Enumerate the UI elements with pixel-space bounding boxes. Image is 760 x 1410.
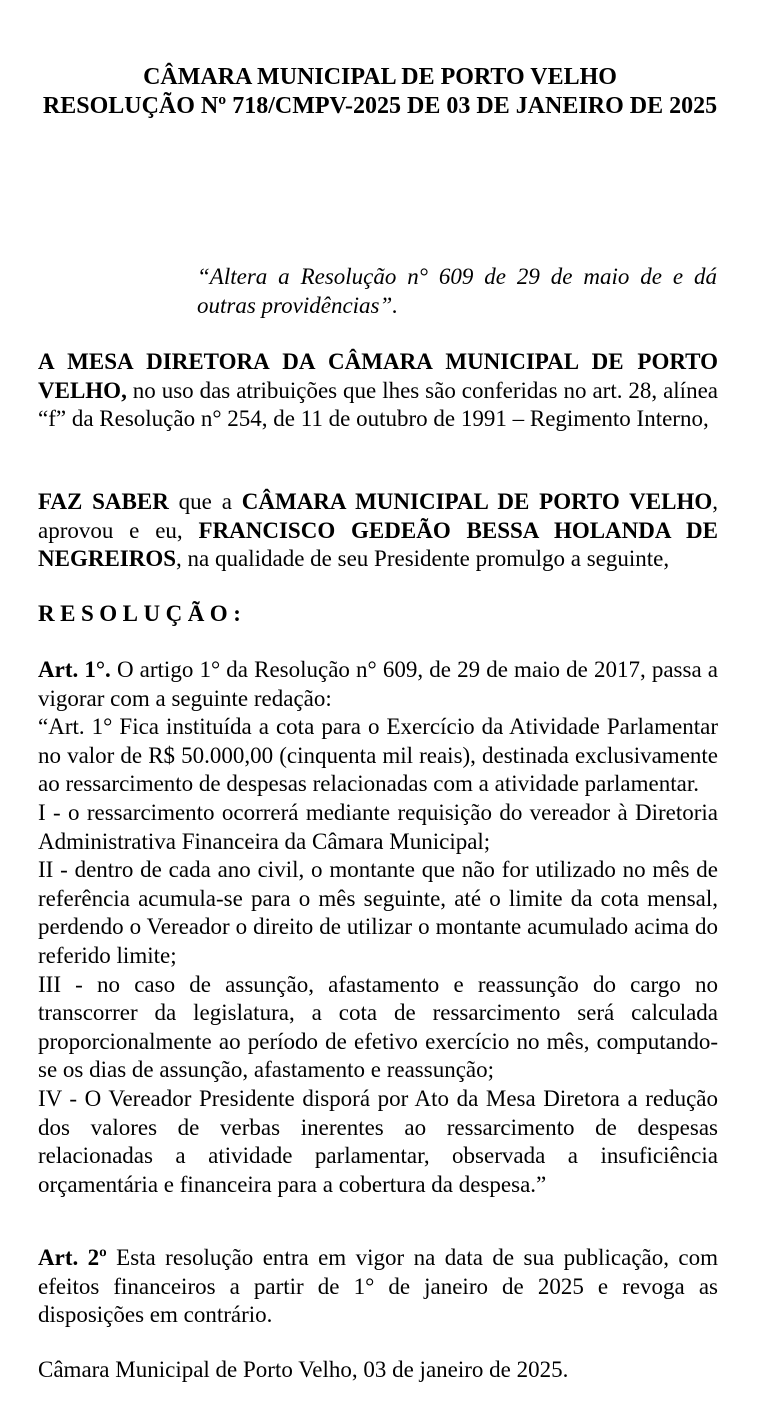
article-2: [38, 1244, 718, 1330]
faz-saber-text-2: , aprovou e eu,: [38, 489, 718, 543]
article-1-intro-text: O artigo 1° da Resolução n° 609, de 29 de maio de 2017, passa a vigorar com a seguinte redação:: [38, 657, 718, 711]
preamble: [38, 348, 718, 434]
document-header: [40, 63, 720, 120]
faz-saber-text-1: que a: [168, 489, 242, 514]
resolution-heading: RESOLUÇÃO:: [38, 601, 247, 626]
faz-saber-bold: FAZ SABER: [38, 489, 169, 514]
article-1: [38, 656, 718, 1199]
article-1-inciso-4: IV - O Vereador Presidente disporá por Ato da Mesa Diretora a redução dos valores de verbas inerentes ao ressarcimento de despesas relacionadas a atividade parlamentar, observada a insuficiência orçamentária e financeira para a cobertura da despesa.”: [38, 1085, 718, 1197]
article-1-inciso-2: II - dentro de cada ano civil, o montante que não for utilizado no mês de referência acumula-se para o mês seguinte, até o limite da cota mensal, perdendo o Vereador o direito de utilizar o montante acumulado acima do referido limite;: [38, 857, 718, 968]
article-1-inciso-3: III - no caso de assunção, afastamento e reassunção do cargo no transcorrer da legislatura, a cota de ressarcimento será calculada proporcionalmente ao período de efetivo exercício no mês, computando-se os dias de assunção, afastamento e reassunção;: [38, 971, 718, 1083]
ementa: “Altera a Resolução n° 609 de 29 de maio de e dá outras providências”.: [197, 264, 717, 318]
article-2-label: Art. 2º: [38, 1245, 107, 1270]
chamber-name-bold: CÂMARA MUNICIPAL DE PORTO VELHO: [241, 489, 713, 514]
article-1-label: Art. 1°.: [38, 657, 111, 682]
faz-saber-text-3: , na qualidade de seu Presidente promulgo a seguinte,: [176, 546, 670, 572]
chamber-title: CÂMARA MUNICIPAL DE PORTO VELHO: [143, 64, 617, 90]
president-name: FRANCISCO GEDEÃO BESSA HOLANDA DE NEGREIROS: [38, 517, 718, 572]
article-1-intro: [38, 656, 718, 713]
article-1-inciso-1: I - o ressarcimento ocorrerá mediante requisição do vereador à Diretoria Administrativa Financeira da Câmara Municipal;: [38, 799, 718, 854]
article-2-text: Esta resolução entra em vigor na data de sua publicação, com efeitos financeiros a partir de 1° de janeiro de 2025 e revoga as disposições em contrário.: [38, 1245, 719, 1328]
article-1-caput: “Art. 1° Fica instituída a cota para o Exercício da Atividade Parlamentar no valor de R$ 50.000,00 (cinquenta mil reais), destinada exclusivamente ao ressarcimento de despesas relacionadas com a atividade parlamentar.: [38, 714, 718, 797]
preamble-bold: A MESA DIRETORA DA CÂMARA MUNICIPAL DE PORTO VELHO,: [38, 349, 718, 403]
faz-saber-paragraph: [38, 488, 718, 574]
closing-line: Câmara Municipal de Porto Velho, 03 de janeiro de 2025.: [38, 1357, 569, 1382]
resolution-title: RESOLUÇÃO Nº 718/CMPV-2025 DE 03 DE JANEIRO DE 2025: [42, 92, 718, 119]
preamble-text: no uso das atribuições que lhes são conferidas no art. 28, alínea “f” da Resolução n° 254, de 11 de outubro de 1991 – Regimento Interno,: [38, 377, 718, 432]
